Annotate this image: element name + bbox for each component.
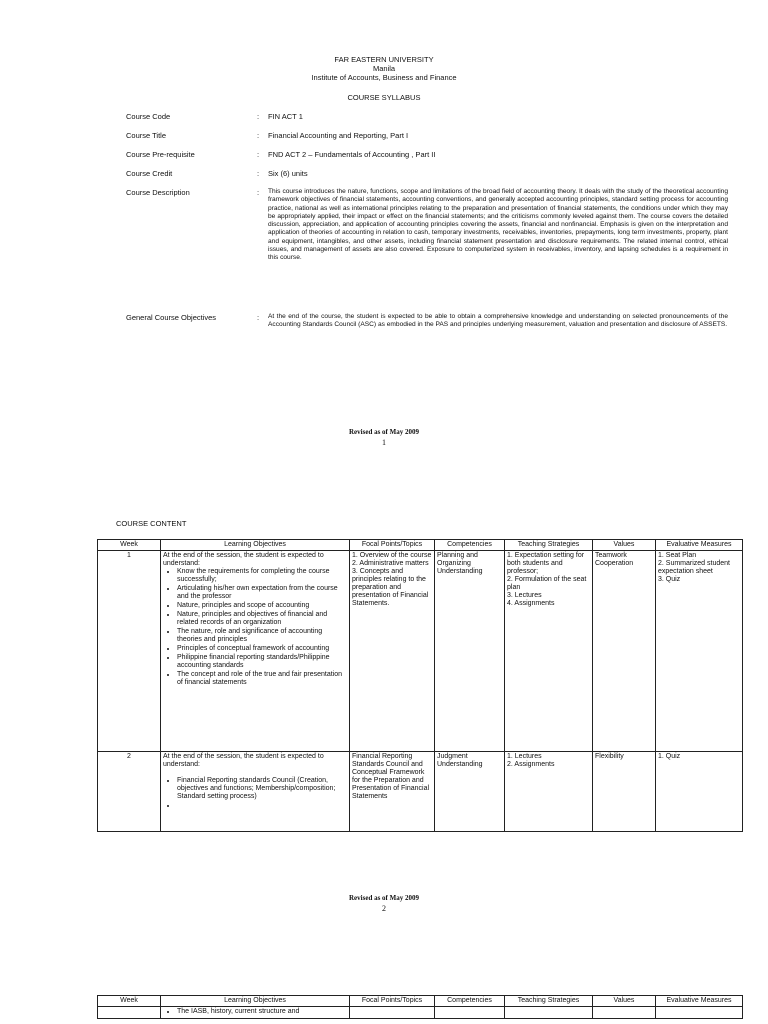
header-evaluative-measures: Evaluative Measures bbox=[656, 996, 743, 1007]
list-item: • Philippine financial reporting standards/Philippine accounting standards bbox=[177, 654, 347, 670]
strategies-cell bbox=[505, 1007, 593, 1019]
header-values: Values bbox=[593, 996, 656, 1007]
objectives-intro: At the end of the session, the student is expected to understand: bbox=[163, 552, 324, 567]
field-value: Six (6) units bbox=[268, 169, 308, 178]
values-cell: Teamwork Cooperation bbox=[593, 551, 656, 752]
objectives-list bbox=[163, 777, 347, 810]
field-label: Course Title bbox=[126, 131, 167, 140]
field-label: Course Pre-requisite bbox=[126, 150, 195, 159]
header-learning-objectives: Learning Objectives bbox=[161, 996, 350, 1007]
focal-cell bbox=[350, 1007, 435, 1019]
field-colon: : bbox=[257, 131, 260, 140]
institute-name: Institute of Accounts, Business and Finance bbox=[311, 73, 457, 82]
objectives-list bbox=[163, 1008, 347, 1016]
field-label: Course Code bbox=[126, 112, 171, 121]
header-focal-points: Focal Points/Topics bbox=[350, 996, 435, 1007]
table-header-row bbox=[98, 540, 743, 551]
list-item: • Principles of conceptual framework of accounting bbox=[177, 645, 347, 653]
field-value: Financial Accounting and Reporting, Part I bbox=[268, 131, 409, 140]
measures-cell: 1. Quiz bbox=[656, 752, 743, 832]
list-item: • The IASB, history, current structure and bbox=[177, 1008, 347, 1016]
header-competencies: Competencies bbox=[435, 996, 505, 1007]
header-evaluative-measures: Evaluative Measures bbox=[656, 540, 743, 551]
competencies-cell: Judgment Understanding bbox=[435, 752, 505, 832]
list-item: • Financial Reporting standards Council (Creation, objectives and functions; Membership/composition; Standard setting process) bbox=[177, 777, 347, 801]
course-content-heading: COURSE CONTENT bbox=[116, 519, 187, 528]
table-row bbox=[98, 752, 743, 832]
competencies-cell: Planning and Organizing Understanding bbox=[435, 551, 505, 752]
field-colon: : bbox=[257, 150, 260, 159]
list-item: • Nature, principles and scope of accounting bbox=[177, 602, 347, 610]
revised-note: Revised as of May 2009 bbox=[349, 428, 419, 436]
document-title: COURSE SYLLABUS bbox=[347, 93, 421, 102]
list-item: • The concept and role of the true and fair presentation of financial statements bbox=[177, 671, 347, 687]
measures-cell bbox=[656, 1007, 743, 1019]
competencies-cell bbox=[435, 1007, 505, 1019]
course-content-table-continued bbox=[97, 995, 743, 1019]
field-label: Course Description bbox=[126, 188, 190, 197]
revised-note: Revised as of May 2009 bbox=[349, 894, 419, 902]
focal-cell: Financial Reporting Standards Council and Conceptual Framework for the Preparation and Presentation of Financial Statements bbox=[350, 752, 435, 832]
list-item: • The nature, role and significance of accounting theories and principles bbox=[177, 628, 347, 644]
measures-cell: 1. Seat Plan 2. Summarized student expectation sheet 3. Quiz bbox=[656, 551, 743, 752]
week-cell: 2 bbox=[98, 752, 161, 832]
field-label: Course Credit bbox=[126, 169, 173, 178]
field-colon: : bbox=[257, 313, 260, 322]
focal-cell: 1. Overview of the course 2. Administrative matters 3. Concepts and principles relating to the preparation and presentation of Financial Statements. bbox=[350, 551, 435, 752]
strategies-cell: 1. Expectation setting for both students and professor; 2. Formulation of the seat plan 3. Lectures 4. Assignments bbox=[505, 551, 593, 752]
list-item: • Articulating his/her own expectation from the course and the professor bbox=[177, 585, 347, 601]
list-item: • Nature, principles and objectives of financial and related records of an organization bbox=[177, 611, 347, 627]
field-value: At the end of the course, the student is expected to be able to obtain a comprehensive knowledge and understanding on selected pronouncements of the Accounting Standards Council (ASC) as embodied in the PAS and principles underlying measurement, valuation and presentation and disclosure of ASSETS. bbox=[268, 313, 728, 329]
page-number: 1 bbox=[382, 438, 386, 447]
field-colon: : bbox=[257, 112, 260, 121]
objectives-intro: At the end of the session, the student is expected to understand: bbox=[163, 753, 324, 768]
week-cell bbox=[98, 1007, 161, 1019]
table-header-row bbox=[98, 996, 743, 1007]
page-number: 2 bbox=[382, 904, 386, 913]
values-cell: Flexibility bbox=[593, 752, 656, 832]
field-colon: : bbox=[257, 169, 260, 178]
field-colon: : bbox=[257, 188, 260, 197]
list-item bbox=[177, 802, 347, 810]
header-teaching-strategies: Teaching Strategies bbox=[505, 540, 593, 551]
values-cell bbox=[593, 1007, 656, 1019]
header-competencies: Competencies bbox=[435, 540, 505, 551]
table-row bbox=[98, 1007, 743, 1019]
field-value: FND ACT 2 – Fundamentals of Accounting , Part II bbox=[268, 150, 436, 159]
course-content-table bbox=[97, 539, 743, 832]
header-week: Week bbox=[98, 540, 161, 551]
objectives-cell bbox=[161, 551, 350, 752]
table-row bbox=[98, 551, 743, 752]
strategies-cell: 1. Lectures 2. Assignments bbox=[505, 752, 593, 832]
field-value: FIN ACT 1 bbox=[268, 112, 303, 121]
objectives-list bbox=[163, 568, 347, 687]
list-item: • Know the requirements for completing the course successfully; bbox=[177, 568, 347, 584]
header-week: Week bbox=[98, 996, 161, 1007]
objectives-cell bbox=[161, 1007, 350, 1019]
header-focal-points: Focal Points/Topics bbox=[350, 540, 435, 551]
university-name: FAR EASTERN UNIVERSITY bbox=[334, 55, 434, 64]
header-learning-objectives: Learning Objectives bbox=[161, 540, 350, 551]
objectives-cell bbox=[161, 752, 350, 832]
field-value: This course introduces the nature, functions, scope and limitations of the broad field of accounting theory. It deals with the study of the theoretical accounting framework objectives of financial statements, accounting conventions, and generally accepted accounting principles, standard setting process for accounting practice, national as well as international principles relating to the preparation and presentation of financial statements, the conditions under which they may be appropriately applied, their impact or effect on the financial statements; and the criticisms commonly leveled against them. The course covers the detailed discussion, appreciation, and application of accounting principles covering the assets, financial and nonfinancial. Emphasis is given on the interpretation and application of theories of accounting in relation to cash, temporary investments, receivables, inventories, prepayments, long term investments, property, plant and equipment, intangibles, and other assets, including financial statement presentation and disclosure requirements. The related internal control, ethical issues, and management of assets are also covered. Exposure to computerized system in receivables, inventory, and lapsing schedules is a requirement in this course. bbox=[268, 188, 728, 262]
city: Manila bbox=[372, 64, 396, 73]
field-label: General Course Objectives bbox=[126, 313, 217, 322]
week-cell: 1 bbox=[98, 551, 161, 752]
header-values: Values bbox=[593, 540, 656, 551]
header-teaching-strategies: Teaching Strategies bbox=[505, 996, 593, 1007]
